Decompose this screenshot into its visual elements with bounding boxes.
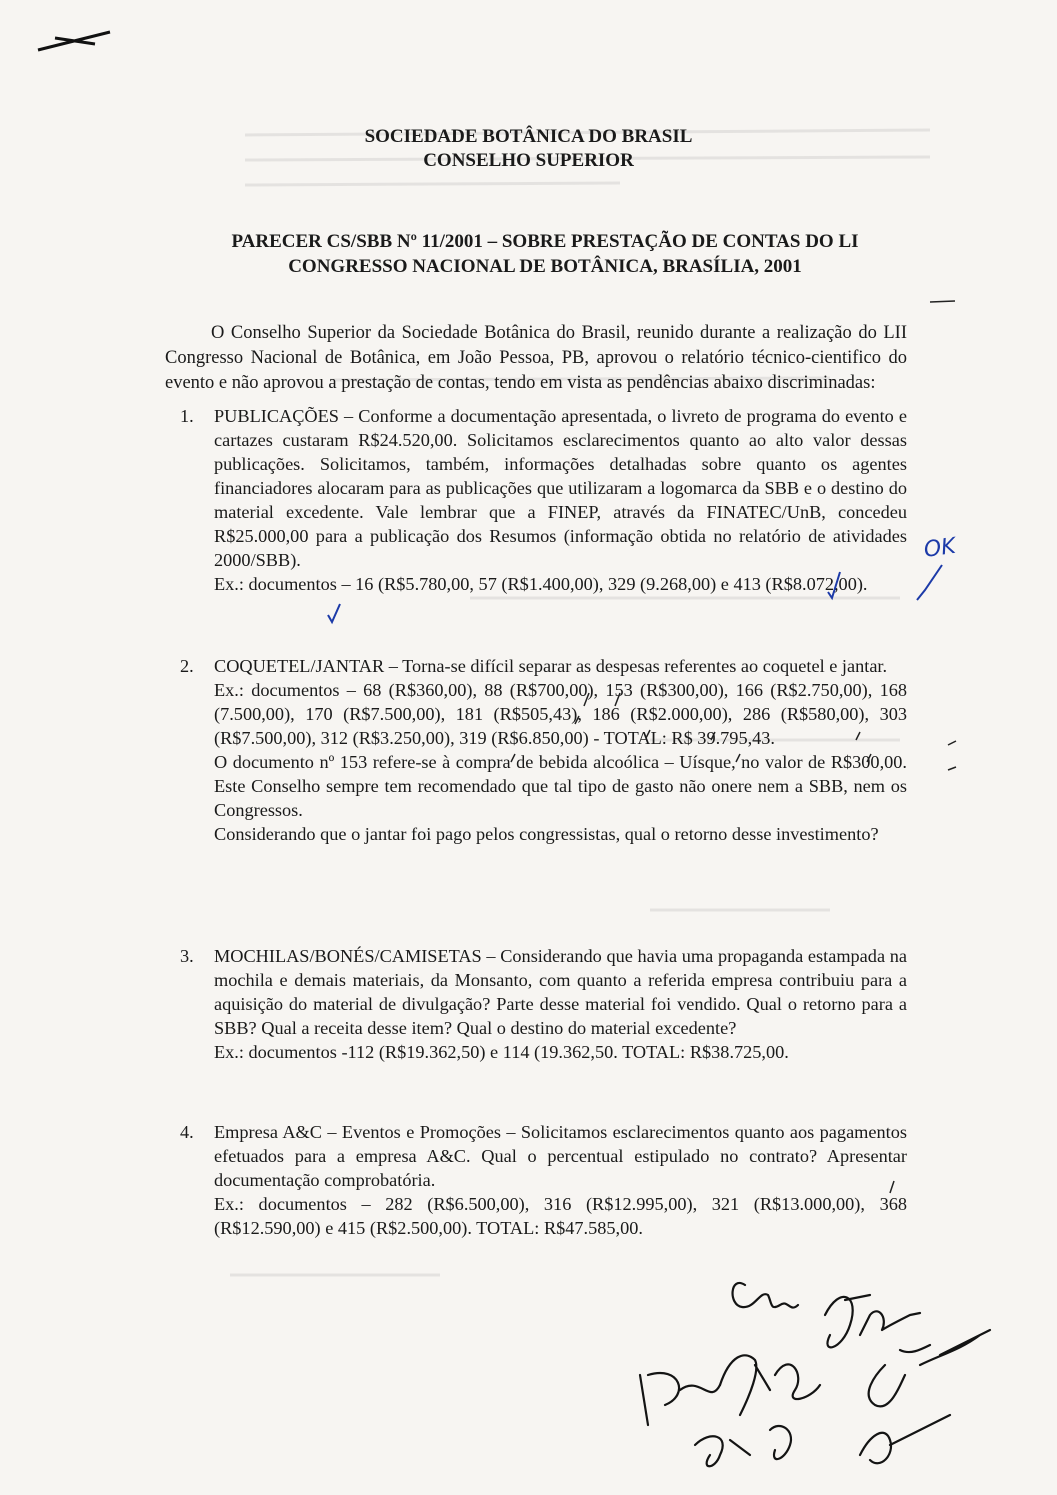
item-examples: Ex.: documentos – 68 (R$360,00), 88 (R$700,00), 153 (R$300,00), 166 (R$2.750,00), 168 (7.500,00), 170 (R$7.500,00), 181 (R$505,43), 186 (R$2.000,00), 286 (R$580,00), 303 (R$7.500,00), 312 (R$3.250,00), 319 (R$6.850,00) - TOTAL: R$ 39.795,43. <box>214 680 907 748</box>
letterhead <box>0 125 1057 173</box>
item-text: MOCHILAS/BONÉS/CAMISETAS – Considerando que havia uma propaganda estampada na mochila e demais materiais, da Monsanto, com quanto a referida empresa contribuiu para a aquisição do material de divulgação? Parte desse material foi vendido. Qual o retorno para a SBB? Qual a receita desse item? Qual o destino do material excedente? <box>214 946 907 1038</box>
council-name: CONSELHO SUPERIOR <box>423 150 634 171</box>
signatures <box>620 1255 1020 1495</box>
organization-name: SOCIEDADE BOTÂNICA DO BRASIL <box>364 126 693 147</box>
checkmark-icon <box>328 604 340 622</box>
item-text: Empresa A&C – Eventos e Promoções – Solicitamos esclarecimentos quanto aos pagamentos efetuados para a empresa A&C. Qual o percentual estipulado no contrato? Apresentar documentação comprobatória. <box>214 1122 907 1190</box>
item-number: 4. <box>180 1122 194 1142</box>
list-item-empresa-ac <box>180 1120 907 1240</box>
corner-pen-stroke <box>38 32 110 50</box>
item-question: Considerando que o jantar foi pago pelos congressistas, qual o retorno desse investimento? <box>214 824 879 844</box>
item-number: 3. <box>180 946 194 966</box>
item-number: 1. <box>180 406 194 426</box>
margin-note-ok: OK <box>922 533 958 563</box>
intro-paragraph: O Conselho Superior da Sociedade Botânica do Brasil, reunido durante a realização do LII Congresso Nacional de Botânica, em João Pessoa, PB, aprovou o relatório técnico-cientifico do evento e não aprovou a prestação de contas, tendo em vista as pendências abaixo discriminadas: <box>165 322 907 393</box>
list-item-mochilas <box>180 944 907 1064</box>
item-examples: Ex.: documentos – 282 (R$6.500,00), 316 (R$12.995,00), 321 (R$13.000,00), 368 (R$12.590,00) e 415 (R$2.500,00). TOTAL: R$47.585,00. <box>214 1194 907 1238</box>
title-line-1: PARECER CS/SBB Nº 11/2001 – SOBRE PRESTAÇÃO DE CONTAS DO LI <box>231 231 859 252</box>
list-item-coquetel-jantar <box>180 654 907 846</box>
item-text: PUBLICAÇÕES – Conforme a documentação apresentada, o livreto de programa do evento e cartazes custaram R$24.520,00. Solicitamos esclarecimentos quanto ao alto valor dessas publicações. Solicitamos, também, informações detalhadas sobre quanto os agentes financiadores alocaram para as publicações que utilizaram a logomarca da SBB e o destino do material excedente. Vale lembrar que a FINEP, através da FINATEC/UnB, concedeu R$25.000,00 para a publicação dos Resumos (informação obtida no relatório de atividades 2000/SBB). <box>214 406 907 570</box>
checkmark-icon <box>917 565 942 600</box>
item-examples: Ex.: documentos -112 (R$19.362,50) e 114 (19.362,50. TOTAL: R$38.725,00. <box>214 1042 789 1062</box>
item-note: O documento nº 153 refere-se à compra de bebida alcoólica – Uísque, no valor de R$300,00. Este Conselho sempre tem recomendado que tal tipo de gasto não onere nem a SBB, nem os Congressos. <box>214 752 907 820</box>
list-item-publicacoes <box>180 404 907 596</box>
document-title <box>150 229 940 279</box>
item-number: 2. <box>180 656 194 676</box>
item-text: COQUETEL/JANTAR – Torna-se difícil separar as despesas referentes ao coquetel e jantar. <box>214 656 888 676</box>
item-examples: Ex.: documentos – 16 (R$5.780,00, 57 (R$1.400,00), 329 (9.268,00) e 413 (R$8.072,00). <box>214 574 868 594</box>
title-line-2: CONGRESSO NACIONAL DE BOTÂNICA, BRASÍLIA, 2001 <box>288 256 802 277</box>
